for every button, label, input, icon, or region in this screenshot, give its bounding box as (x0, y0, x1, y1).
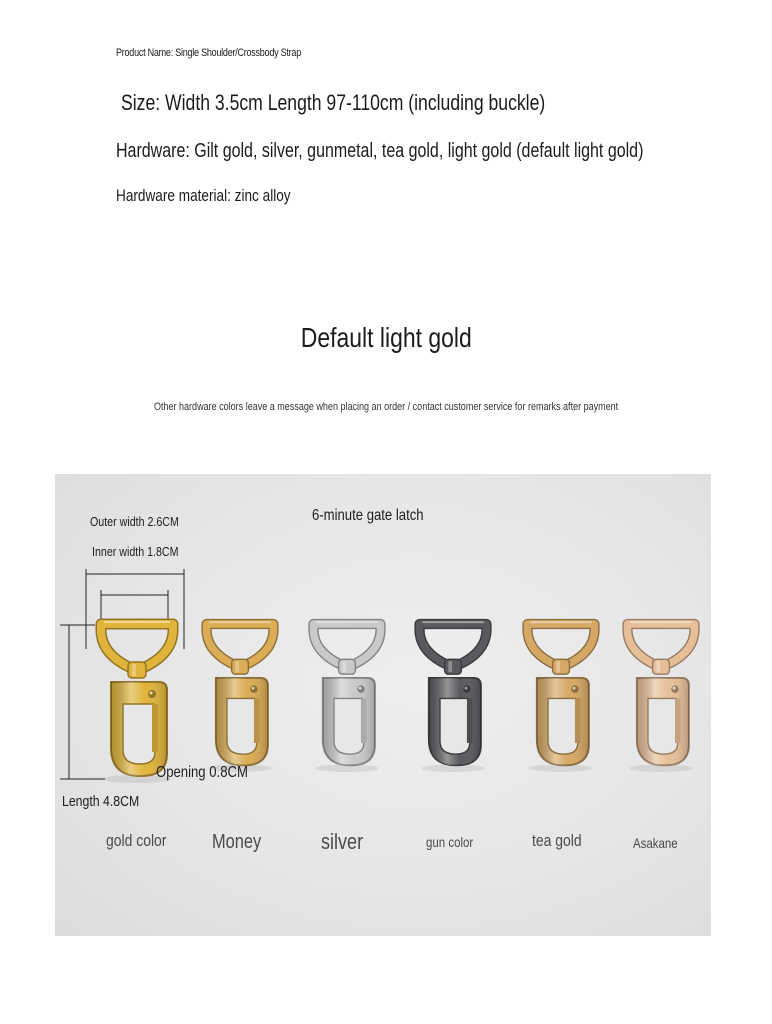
inner-width-label: Inner width 1.8CM (92, 544, 179, 559)
gate-latch-label: 6-minute gate latch (312, 507, 424, 524)
default-color-heading (0, 322, 772, 354)
hardware-color-note (0, 401, 772, 413)
hardware-color-note-text: Other hardware colors leave a message when placing an order / contact customer service for remarks after payment (153, 401, 619, 413)
product-name-text: Product Name: Single Shoulder/Crossbody Strap (116, 47, 301, 59)
hook-label-silver: silver (321, 829, 364, 854)
length-label: Length 4.8CM (62, 793, 140, 810)
snap-hook-0 (101, 622, 173, 783)
size-spec-text: Size: Width 3.5cm Length 97-110cm (including buckle) (121, 90, 546, 115)
hook-label-tea-gold: tea gold (532, 831, 582, 850)
hardware-spec-text: Hardware: Gilt gold, silver, gunmetal, tea gold, light gold (default light gold) (116, 140, 644, 162)
default-color-heading-text: Default light gold (300, 322, 472, 353)
opening-label: Opening 0.8CM (156, 764, 248, 781)
snap-hook-4 (528, 622, 595, 772)
hooks-layer (101, 622, 694, 783)
snap-hook-5 (628, 622, 695, 772)
outer-width-label: Outer width 2.6CM (90, 514, 179, 529)
hook-label-money: Money (212, 831, 262, 853)
hardware-product-photo (55, 474, 711, 936)
hook-label-gun: gun color (426, 834, 474, 850)
snap-hook-3 (420, 622, 487, 772)
snap-hook-2 (314, 622, 381, 772)
material-spec-text: Hardware material: zinc alloy (116, 186, 291, 205)
hook-label-gold: gold color (106, 831, 167, 850)
hook-label-asakane: Asakane (633, 835, 678, 851)
snap-hook-1 (207, 622, 274, 772)
